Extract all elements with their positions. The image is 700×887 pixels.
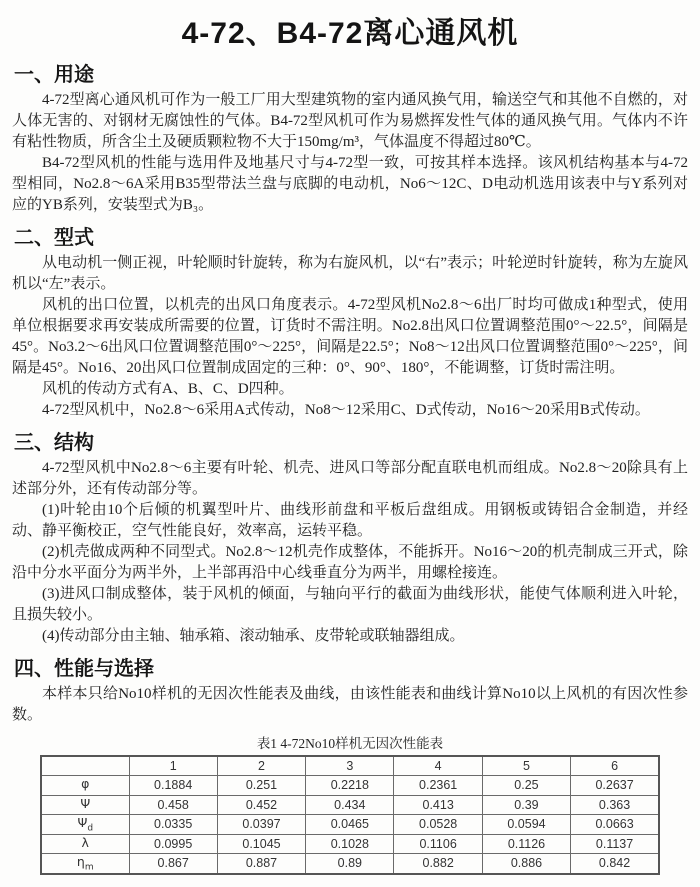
table-cell: 0.434	[306, 795, 394, 815]
table-cell: 0.0528	[394, 815, 482, 835]
table-cell: 0.39	[482, 795, 570, 815]
paragraph: (2)机壳做成两种不同型式。No2.8～12机壳作成整体，不能拆开。No16～20的机壳制成三开式，除沿中分水平面分为两半外，上半部再沿中心线垂直分为两半，用螺栓接连。	[12, 544, 688, 581]
table-cell: 0.251	[217, 776, 305, 796]
table-cell: 0.2361	[394, 776, 482, 796]
table-row	[41, 854, 659, 874]
table-cell: 0.1106	[394, 834, 482, 854]
table-header-cell: 5	[482, 756, 570, 776]
paragraph: 从电动机一侧正视，叶轮顺时针旋转，称为右旋风机，以“右”表示；叶轮逆时针旋转，称为左旋风机以“左”表示。	[12, 255, 688, 292]
table-row	[41, 776, 659, 796]
row-label-symbol: λ	[81, 834, 89, 850]
table-cell: 0.0465	[306, 815, 394, 835]
table-cell: 0.887	[217, 854, 305, 874]
table-cell: 0.0663	[571, 815, 659, 835]
section-heading: 二、型式	[14, 227, 94, 249]
table-cell: 0.0397	[217, 815, 305, 835]
table-header-cell: 2	[217, 756, 305, 776]
row-label-symbol: φ	[81, 776, 90, 791]
table-row	[41, 834, 659, 854]
document-body	[12, 58, 688, 726]
table-header-cell: 1	[129, 756, 217, 776]
table-cell: 0.0995	[129, 834, 217, 854]
row-label	[41, 795, 129, 815]
paragraph: 4-72型风机中No2.8～6主要有叶轮、机壳、进风口等部分配直联电机而组成。No2.8～20除具有上述部分外，还有传动部分等。	[12, 460, 688, 497]
table-header-cell: 6	[571, 756, 659, 776]
table-cell: 0.25	[482, 776, 570, 796]
section-heading: 三、结构	[14, 432, 94, 454]
page-title: 4-72、B4-72离心通风机	[181, 17, 519, 50]
table-cell: 0.2218	[306, 776, 394, 796]
table-cell: 0.842	[571, 854, 659, 874]
row-label	[41, 834, 129, 854]
row-label	[41, 815, 129, 835]
table-cell: 0.886	[482, 854, 570, 874]
paragraph: (4)传动部分由主轴、轴承箱、滚动轴承、皮带轮或联轴器组成。	[42, 628, 465, 644]
table-cell: 0.89	[306, 854, 394, 874]
row-label-subscript: m	[84, 862, 94, 873]
row-label-symbol: Ψ	[77, 815, 88, 830]
row-label-symbol: Ψ	[80, 795, 91, 811]
table-row	[41, 815, 659, 835]
paragraph: 风机的传动方式有A、B、C、D四种。	[42, 381, 294, 397]
table-row	[41, 795, 659, 815]
row-label-symbol: η	[76, 854, 85, 869]
table-cell: 0.363	[571, 795, 659, 815]
paragraph: 4-72型离心通风机可作为一般工厂用大型建筑物的室内通风换气用，输送空气和其他不自燃的，对人体无害的、对钢材无腐蚀性的气体。B4-72型风机可作为易燃挥发性气体的通风换气用。气体内不许有粘性物质，所含尘土及硬质颗粒物不大于150mg/m³，气体温度不得超过80℃。	[12, 92, 688, 150]
row-label	[41, 854, 129, 874]
row-label	[41, 776, 129, 796]
row-label-subscript: d	[87, 823, 94, 834]
table-cell: 0.882	[394, 854, 482, 874]
table-cell: 0.1045	[217, 834, 305, 854]
table-header-row	[41, 756, 659, 776]
table-cell: 0.2637	[571, 776, 659, 796]
table-cell: 0.0335	[129, 815, 217, 835]
table-cell: 0.452	[217, 795, 305, 815]
section-heading: 四、性能与选择	[14, 658, 154, 680]
paragraph: (1)叶轮由10个后倾的机翼型叶片、曲线形前盘和平板后盘组成。用钢板或铸铝合金制造，并经动、静平衡校正，空气性能良好，效率高，运转平稳。	[12, 502, 688, 539]
table-cell: 0.1884	[129, 776, 217, 796]
paragraph: 风机的出口位置，以机壳的出风口角度表示。4-72型风机No2.8～6出厂时均可做成1种型式，使用单位根据要求再安装成所需要的位置，订货时不需注明。No2.8出风口位置调整范围0°～22.5°，间隔是45°。No3.2～6出风口位置调整范围0°～225°，间隔是22.5°；No8～12出风口位置调整范围0°～225°，间隔是45°。No16、20出风口位置制成固定的三种：0°、90°、180°，不能调整，订货时需注明。	[12, 297, 688, 376]
table-caption: 表1 4-72No10样机无因次性能表	[256, 736, 444, 751]
paragraph: (3)进风口制成整体，装于风机的倾面，与轴向平行的截面为曲线形状，能使气体顺利进入叶轮，且损失较小。	[12, 586, 688, 623]
table-header-cell	[41, 756, 129, 776]
paragraph: 本样本只给No10样机的无因次性能表及曲线，由该性能表和曲线计算No10以上风机的有因次性参数。	[12, 686, 688, 723]
table-cell: 0.1126	[482, 834, 570, 854]
paragraph: 4-72型风机中，No2.8～6采用A式传动，No8～12采用C、D式传动，No16～20采用B式传动。	[42, 402, 650, 418]
performance-table	[40, 755, 660, 875]
table-cell: 0.867	[129, 854, 217, 874]
table-cell: 0.1028	[306, 834, 394, 854]
section-heading: 一、用途	[14, 64, 94, 86]
table-cell: 0.458	[129, 795, 217, 815]
table-header-cell: 3	[306, 756, 394, 776]
paragraph: B4-72型风机的性能与选用件及地基尺寸与4-72型一致，可按其样本选择。该风机结构基本与4-72型相同，No2.8～6A采用B35型带法兰盘与底脚的电动机，No6～12C、D电动机选用该表中与Y系列对应的YB系列，安装型式为B₃。	[12, 155, 688, 213]
table-header-cell: 4	[394, 756, 482, 776]
table-cell: 0.413	[394, 795, 482, 815]
table-cell: 0.0594	[482, 815, 570, 835]
table-cell: 0.1137	[571, 834, 659, 854]
